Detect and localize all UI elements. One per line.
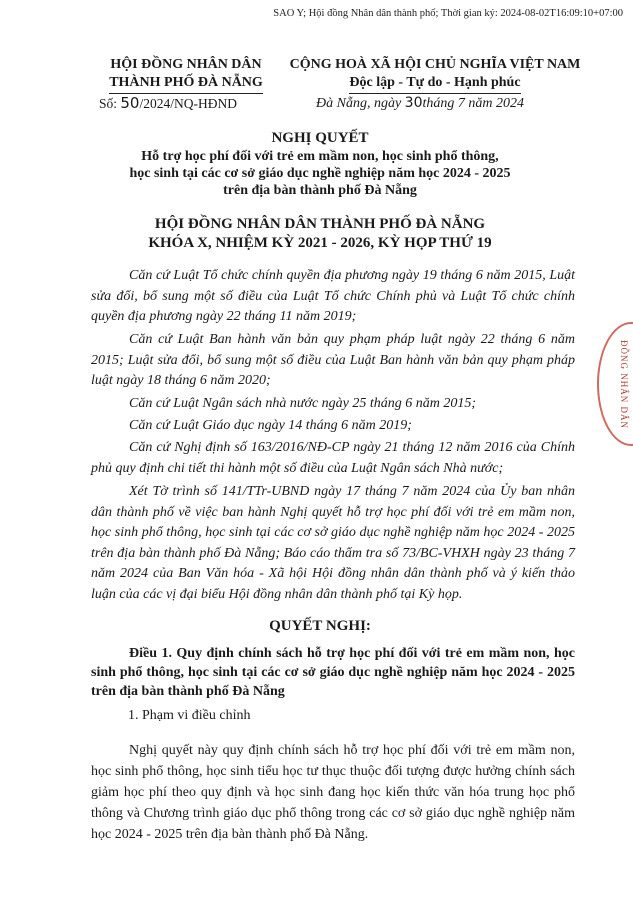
- document-type: NGHỊ QUYẾT: [271, 130, 369, 146]
- red-seal-text: ĐỒNG NHÂN DÂN: [619, 340, 629, 429]
- preamble-paragraph: [91, 394, 575, 415]
- digital-signature-stamp: SAO Y; Hội đồng Nhân dân thành phố; Thời gian ký: 2024-08-02T16:09:10+07:00: [273, 8, 623, 19]
- section-1-text: Nghị quyết này quy định chính sách hỗ trợ học phí đối với trẻ em mầm non, học sinh phổ thông, học sinh tiểu học tư thục thuộc đối tượng được hưởng chính sách giảm học phí theo quy định và học sinh đang học kiến thức văn hóa trung học phổ thông và Chương trình giáo dục phổ thông trong các cơ sở giáo dục nghề nghiệp năm học 2024 - 2025 trên địa bàn thành phố Đà Nẵng.: [91, 743, 575, 842]
- document-number-suffix: /2024/NQ-HĐND: [139, 96, 237, 111]
- national-title: CỘNG HOÀ XÃ HỘI CHỦ NGHĨA VIỆT NAM: [289, 57, 581, 72]
- subject-line-1: Hỗ trợ học phí đối với trẻ em mầm non, học sinh phổ thông,: [141, 149, 499, 164]
- national-motto: Độc lập - Tự do - Hạnh phúc: [349, 74, 520, 94]
- preamble-paragraph: [91, 416, 575, 437]
- document-number-prefix: Số:: [99, 96, 118, 111]
- council-line-1: HỘI ĐỒNG NHÂN DÂN THÀNH PHỐ ĐÀ NẴNG: [154, 216, 486, 232]
- issuer-header: [86, 56, 286, 94]
- council-heading: [60, 215, 580, 253]
- date-day-handwritten: 30: [404, 95, 423, 111]
- document-number: [99, 94, 237, 112]
- preamble-text: Căn cứ Luật Giáo dục ngày 14 tháng 6 năm 2019;: [129, 418, 412, 433]
- issuer-line-1: HỘI ĐỒNG NHÂN DÂN: [110, 57, 262, 72]
- subject-line-3: trên địa bàn thành phố Đà Nẵng: [223, 183, 417, 198]
- document-number-handwritten: 50: [120, 94, 140, 112]
- preamble-paragraph: [91, 266, 575, 328]
- preamble-text: Xét Tờ trình số 141/TTr-UBND ngày 17 tháng 7 năm 2024 của Ủy ban nhân dân thành phố về việc ban hành Nghị quyết hỗ trợ học phí đối với trẻ em mầm non, học sinh phổ thông, học sinh tại các cơ sở giáo dục nghề nghiệp năm học 2024 - 2025 trên địa bàn thành phố Đà Nẵng; Báo cáo thẩm tra số 73/BC-VHXH ngày 23 tháng 7 năm 2024 của Ban Văn hóa - Xã hội Hội đồng nhân dân thành phố và ý kiến thảo luận của các vị đại biểu Hội đồng nhân dân thành phố tại Kỳ họp.: [91, 484, 575, 602]
- section-1-title: 1. Phạm vi điều chỉnh: [128, 708, 251, 723]
- preamble-text: Căn cứ Luật Ban hành văn bản quy phạm pháp luật ngày 22 tháng 6 năm 2015; Luật sửa đổi, bổ sung một số điều của Luật Ban hành văn bản quy phạm pháp luật ngày 18 tháng 6 năm 2020;: [91, 332, 575, 388]
- preamble-text: Căn cứ Luật Ngân sách nhà nước ngày 25 tháng 6 năm 2015;: [129, 396, 477, 411]
- national-header: [285, 56, 585, 94]
- preamble-paragraph: [91, 330, 575, 392]
- article-1-heading: [91, 644, 575, 701]
- date-prefix: Đà Nẵng, ngày: [316, 96, 402, 111]
- preamble-text: Căn cứ Nghị định số 163/2016/NĐ-CP ngày 21 tháng 12 năm 2016 của Chính phủ quy định chi tiết thi hành một số điều của Luật Ngân sách Nhà nước;: [91, 440, 575, 476]
- document-subject: [60, 148, 580, 199]
- preamble-paragraph: [91, 438, 575, 479]
- preamble-text: Căn cứ Luật Tổ chức chính quyền địa phương ngày 19 tháng 6 năm 2015, Luật sửa đổi, bổ sung một số điều của Luật Tổ chức Chính phủ và Luật Tổ chức chính quyền địa phương ngày 22 tháng 11 năm 2019;: [91, 268, 575, 324]
- council-line-2: KHÓA X, NHIỆM KỲ 2021 - 2026, KỲ HỌP THỨ 19: [148, 235, 492, 251]
- preamble-paragraph: [91, 482, 575, 605]
- date-suffix: tháng 7 năm 2024: [422, 96, 524, 111]
- article-1-text: Điều 1. Quy định chính sách hỗ trợ học phí đối với trẻ em mầm non, học sinh phổ thông, học sinh tại các cơ sở giáo dục nghề nghiệp năm học 2024 - 2025 trên địa bàn thành phố Đà Nẵng: [91, 646, 575, 699]
- document-date: [316, 95, 524, 112]
- subject-line-2: học sinh tại các cơ sở giáo dục nghề nghiệp năm học 2024 - 2025: [129, 166, 511, 181]
- decision-heading: QUYẾT NGHỊ:: [269, 618, 371, 634]
- section-1-body: [91, 740, 575, 845]
- issuer-line-2: THÀNH PHỐ ĐÀ NẴNG: [109, 74, 263, 94]
